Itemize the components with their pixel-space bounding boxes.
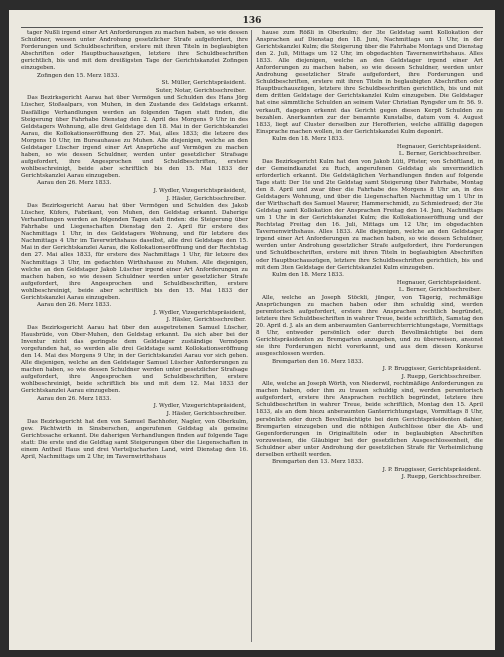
notice-signature-line: Hegnauer, Gerichtspräsident. [396, 143, 481, 150]
notice-signature-line: J. Wydler, Vizegerichtspräsident, [153, 188, 246, 195]
notice-signature-line: J. Häsler, Gerichtsschreiber. [166, 410, 246, 417]
notice-paragraph: Das Bezirksgericht Aarau hat über den ausgetretenen Samuel Lüscher, Hausbrüde, von Ober-Muhen, den Geldstag erkannt. Da sich aber bei der Inventur nicht das geringste dem Geldstager zuständige Vermögen vorgefunden hat, so werden alle drei Geldstage samt Kollokationseröffnung den 14. Mai des Morgens 9 Uhr, in der Gerichtskanzlei Aarau vor sich gehen. Alle diejenigen, welche an den Geldstager Samuel Lüscher Anforderungen zu machen haben, so wie dessen Schuldner werden unter gesetzlicher Strafsage aufgefordert, ihre Angesprochen und Schuldbeschriften, erstere wohlbeschreinigt, beide schriftlich bis und mit dem 12. Mai 1833 der Gerichtskanzlei Aarau einzugeben. [21, 324, 248, 395]
notice-paragraph: Alle, welche an Joseph Stöckli, jünger, von Tägerig, rechmäßige Ansprüchungen zu machen haben oder ihm schuldig sind, werden peremtorisch aufgefordert, erstere ihre Ansprachen rechtlich begründet, letztere ihre Schuldbeschriften in wahrer Treue, beide schriftlich, Samstag den 20. April d. J. als an dem anberaumten Ganterrechterrichtungstage, Vormittags 8 Uhr, entweder persönlich oder durch Bevollmächtigte bei dem Gerichtspräsidenten zu Bremgarten anzugeben, und zu überweisen, ansonst sie ihre Forderungen nicht vorerkannt, und aus dem diesen Konkurse ausgeschlossen werden. [256, 294, 483, 358]
header-rule [21, 27, 483, 28]
left-column [21, 30, 248, 644]
notice-signature-line: Suter, Notar, Gerichtsschreiber. [155, 87, 246, 94]
notice-signature-line: J. Häsler, Gerichtsschreiber. [166, 317, 246, 324]
notice-signature-line: J. Ruepp, Gerichtsschreiber. [401, 474, 481, 481]
notice-signature-line: J. P. Bruggisser, Gerichtspräsident. [382, 366, 481, 373]
notice-signature-line: Aarau den 26. Merz 1833. [37, 395, 112, 402]
column-divider [251, 30, 252, 642]
notice-paragraph: Das Bezirksgericht hat den von Samuel Bachhofer, Nagler, von Oberkulm, gew. Pächtwirth in Sinsberschen, angerufenen Geldstag als gemeine Gerichtssache erkannt. Die daherigen Verhandlungen finden auf folgende Tage statt: Die erste und die Geldtag samt Steigerungen über die Liegenschaften in einem Antheil Haus und drei Vierteljucharten Land, wird Dienstag den 16. April, Nachmittags um 2 Uhr, im Tavernwirthshaus [21, 418, 248, 460]
notice-paragraph: Alle, welche an Joseph Wörth, von Niederwil, rechtmäßige Anforderungen zu machen haben, oder ihm zu trauen schuldig sind, werden peremtorisch aufgefordert, erstere ihre Ansprachen rechtlich begründet, letztere ihre Schuldbeschriften in wahrer Treue, beide schriftlich, Montag den 15. April 1833, als an dem hiezu anberaumten Ganterrichtungstage, Vormittags 8 Uhr, persönlich oder durch Bevollmächtigte bei dem Gerichtspräsidenten dahier, Bremgarten einzugeben und die nöthigen Aufschlüsse über die Ab- und Gegenforderungen in Originaltiteln oder in beglaubigten Abschriften vorzuweisen, die Gläubiger bei der gesetzlichen Ausgeschlossenheit, die Schuldner aber unter Androhung der gesetzlichen Strafe für Verheimlichung derselben ertheilt werden. [256, 381, 483, 458]
notice-signature-line: L. Berner, Gerichtsschreiber. [398, 151, 481, 158]
notice-signature-line: L. Berner, Gerichtsschreiber. [398, 287, 481, 294]
notice-signature-line: J. Wydler, Vizegerichtspräsident, [153, 309, 246, 316]
notice-signature-line: Aarau den 26. Merz 1833. [37, 180, 112, 187]
notice-signature-line: St. Müller, Gerichtspräsident. [161, 80, 246, 87]
notice-signature-line: Kulm den 18. Merz 1833. [272, 272, 344, 279]
page-number: 136 [242, 16, 262, 26]
notice-signature-line: J. P. Bruggisser, Gerichtspräsident. [382, 466, 481, 473]
notice-paragraph: Das Bezirksgericht Aarau hat über Vermögen und Schulden des Jakob Lüscher, Küfers, Fabrikant, von Muhen, den Geldstag erkannt. Daherige Verhandlungen werden an folgenden Tagen statt finden: die Steigerung über Fahrhabe und Liegenschaften Dienstag den 2. April für erstere des Nachmittags 1 Uhr, in des Geldstagers Wohnung, und für letztere des Nachmittags 4 Uhr im Taverwirthshaus daselbst, alle drei Geldstage den 15. Mai in der Gerichtskanzlei Aarau, die Kollokationseröffnung und der Rechtstag den 27. Mai alles 1833, für erstere des Nachmittags 1 Uhr, für letzere des Nachmittags 3 Uhr, im gedachten Wirthshause zu Muhen. Alle diejenigen, welche an den Geldstager Jakob Lüscher irgend einer Art Anforderungen zu machen haben, so wie dessen Schuldner werden unter gesetzlicher Strafe aufgefordert, ihre Angesprochen und Schuldbeschriften, erstere wohlbeschreinigt, beide aber schriftlich bis den 15. Mai 1833 der Gerichtskanzlei Aarau einzugeben. [21, 203, 248, 301]
notice-paragraph: hause zum Rößli in Oberkulm; der 3te Geldstag samt Kollokation der Ansprachen auf Dienstag den 18. Juni, Nachmittags um 1 Uhr, in der Gerichtskanzlei Kulm; die Steigerung über die Fahrhabe Montags und Dienstag den 2. Juli, Mittags um 12 Uhr, im obgedachten Tavernenwirthshaus. Alles 1833. Alle diejenigen, welche an den Geldstager irgend einer Art Anforderungen zu machen haben, so wie dessen Schuldner, werden unter Androhung gesetzlicher Strafe aufgefordert, ihre Forderungen und Schuldbeschriften, erstere mit ihren Titeln in beglaubigten Abschriften oder Hauptbuchauszügen, letztere ihre Schuldbeschriften gerichtlich, bis und mit dem dritten Geldstage der Gerichtskanzlei Kulm einzugeben. Die Geldstager hat eine sämmtliche Schulden an seinem Vater Christian Ryngsfer um fr. 56. 9. verkauft, dagegen erkennt das Gericht gegen diesen Kerpfi Schulden zu bezahlen. Anerkannten zur der benannte Kunstalbe, datum vom 4. August 1833, liegt auf Cluster derselben zur Herofferien, welche allfällig dagegen Einsprache machen wollen, in der Gerichtskanzlei Kulm deponirt. [256, 30, 483, 135]
notice-signature-line: J. Wydler, Vizegerichtspräsident, [153, 403, 246, 410]
notice-paragraph: Das Bezirksgericht Aarau hat über Vermögen und Schulden des Hans Jörg Lüscher, Stoßsalpars, von Muhen, in den Zustande des Geldstags erkannt. Dasfällige Verhandlungen werden an folgenden Tagen statt finden, die Steigerung über Fahrhabe Dienstag den 2. April des Morgens 9 Uhr in des Geldstagers Wohnung, alle drei Geldstage den 18. Mai in der Gerichtskanzlei Aarau, die Kollokationseröffnung den 27. Mai, alles 1833; die letzere des Morgens 10 Uhr, im Bureauhause zu Muhen. Alle diejenigen, welche an den Geldstager Lüscher irgend einer Art Ansprüche auf Vermögen zu machen haben, so wie dessen Schuldner, werden unter gesetzlicher Strafsage aufgefordert, ihre Angesprochen und Schuldbeschriften, erstere wohlbeschreinigt, beide aber schriftlich bis den 15. Mai 1833 der Gerichtskanzlei Aarau einzugeben. [21, 95, 248, 179]
notice-signature-line: Kulm den 18. Merz 1833. [272, 136, 344, 143]
notice-signature-line: Zofingen den 15. Merz 1833. [37, 72, 120, 79]
right-column [256, 30, 483, 644]
notice-signature-line: Bremgarten den 13. Merz 1833. [272, 459, 364, 466]
notice-paragraph: Das Bezirksgericht Kulm hat den von Jakob Lüti, Pfister, von Schöftland, in der Gemeindkanzlei zu Ruch, angerufenen Geldstag als unvermeidlich erforderlich erkannt. Die Geldstäglichen Verhandlungen finden auf folgende Tage statt: Der 1te und 2te Geldstag samt Steigerung über Fahrhabe, Montag den 8. April und zwar über die Fahrhabe des Morgens 8 Uhr an, in des Geldstagers Wohnung, und über die Liegenschaften Nachmittag um 1 Uhr in der Wirthschaft des Samuel Maurer, Hammerschmidt, zu Schmiedrued; der 3te Geldstag samt Kollokation der Ansprachen Freitag den 14. Juni, Nachmittags um 1 Uhr in der Gerichtskanzlei Kulm; die Kollokationseröffnung und der Rechtstag Freitag den 16. Juli, Mittags um 12 Uhr, im obgedachten Tavernenwirthshaus. Alles 1833. Alle diejenigen, welche an den Geldstager irgend einer Art Anforderungen zu machen haben, so wie dessen Schuldner, werden unter Androhung gesetzlicher Strafe aufgefordert, ihre Forderungen und Schuldbeschriften, erstere mit ihren Titeln in beglaubigten Abschriften oder Hauptbuchauszügen, letztere ihre Schuldbeschriften gerichtlich, bis und mit dem 3ten Geldstage der Gerichtskanzlei Kulm einzugeben. [256, 158, 483, 271]
notice-signature-line: J. Häsler, Gerichtsschreiber. [166, 195, 246, 202]
notice-signature-line: Bremgarten den 16. Merz 1833. [272, 358, 364, 365]
newspaper-page [9, 10, 495, 650]
notice-signature-line: J. Ruepp, Gerichtsschreiber. [401, 373, 481, 380]
notice-paragraph: tager Nußli irgend einer Art Anforderungen zu machen haben, so wie dessen Schuldner, wessen unter Androhung gesetzlicher Strafe aufgefordert, ihre Forderungen und Schuldbeschriften, erstere mit ihren Titeln in beglaubigten Abschriften oder Hauptbuchauszügen, letztere ihre Schuldbeschriften gerichtlich, bis und mit dem dreißigsten Tage der Gerichtskanzlei Zofingen einzugeben. [21, 30, 248, 72]
notice-signature-line: Hegnauer, Gerichtspräsident. [396, 279, 481, 286]
notice-signature-line: Aarau den 26. Merz 1833. [37, 302, 112, 309]
